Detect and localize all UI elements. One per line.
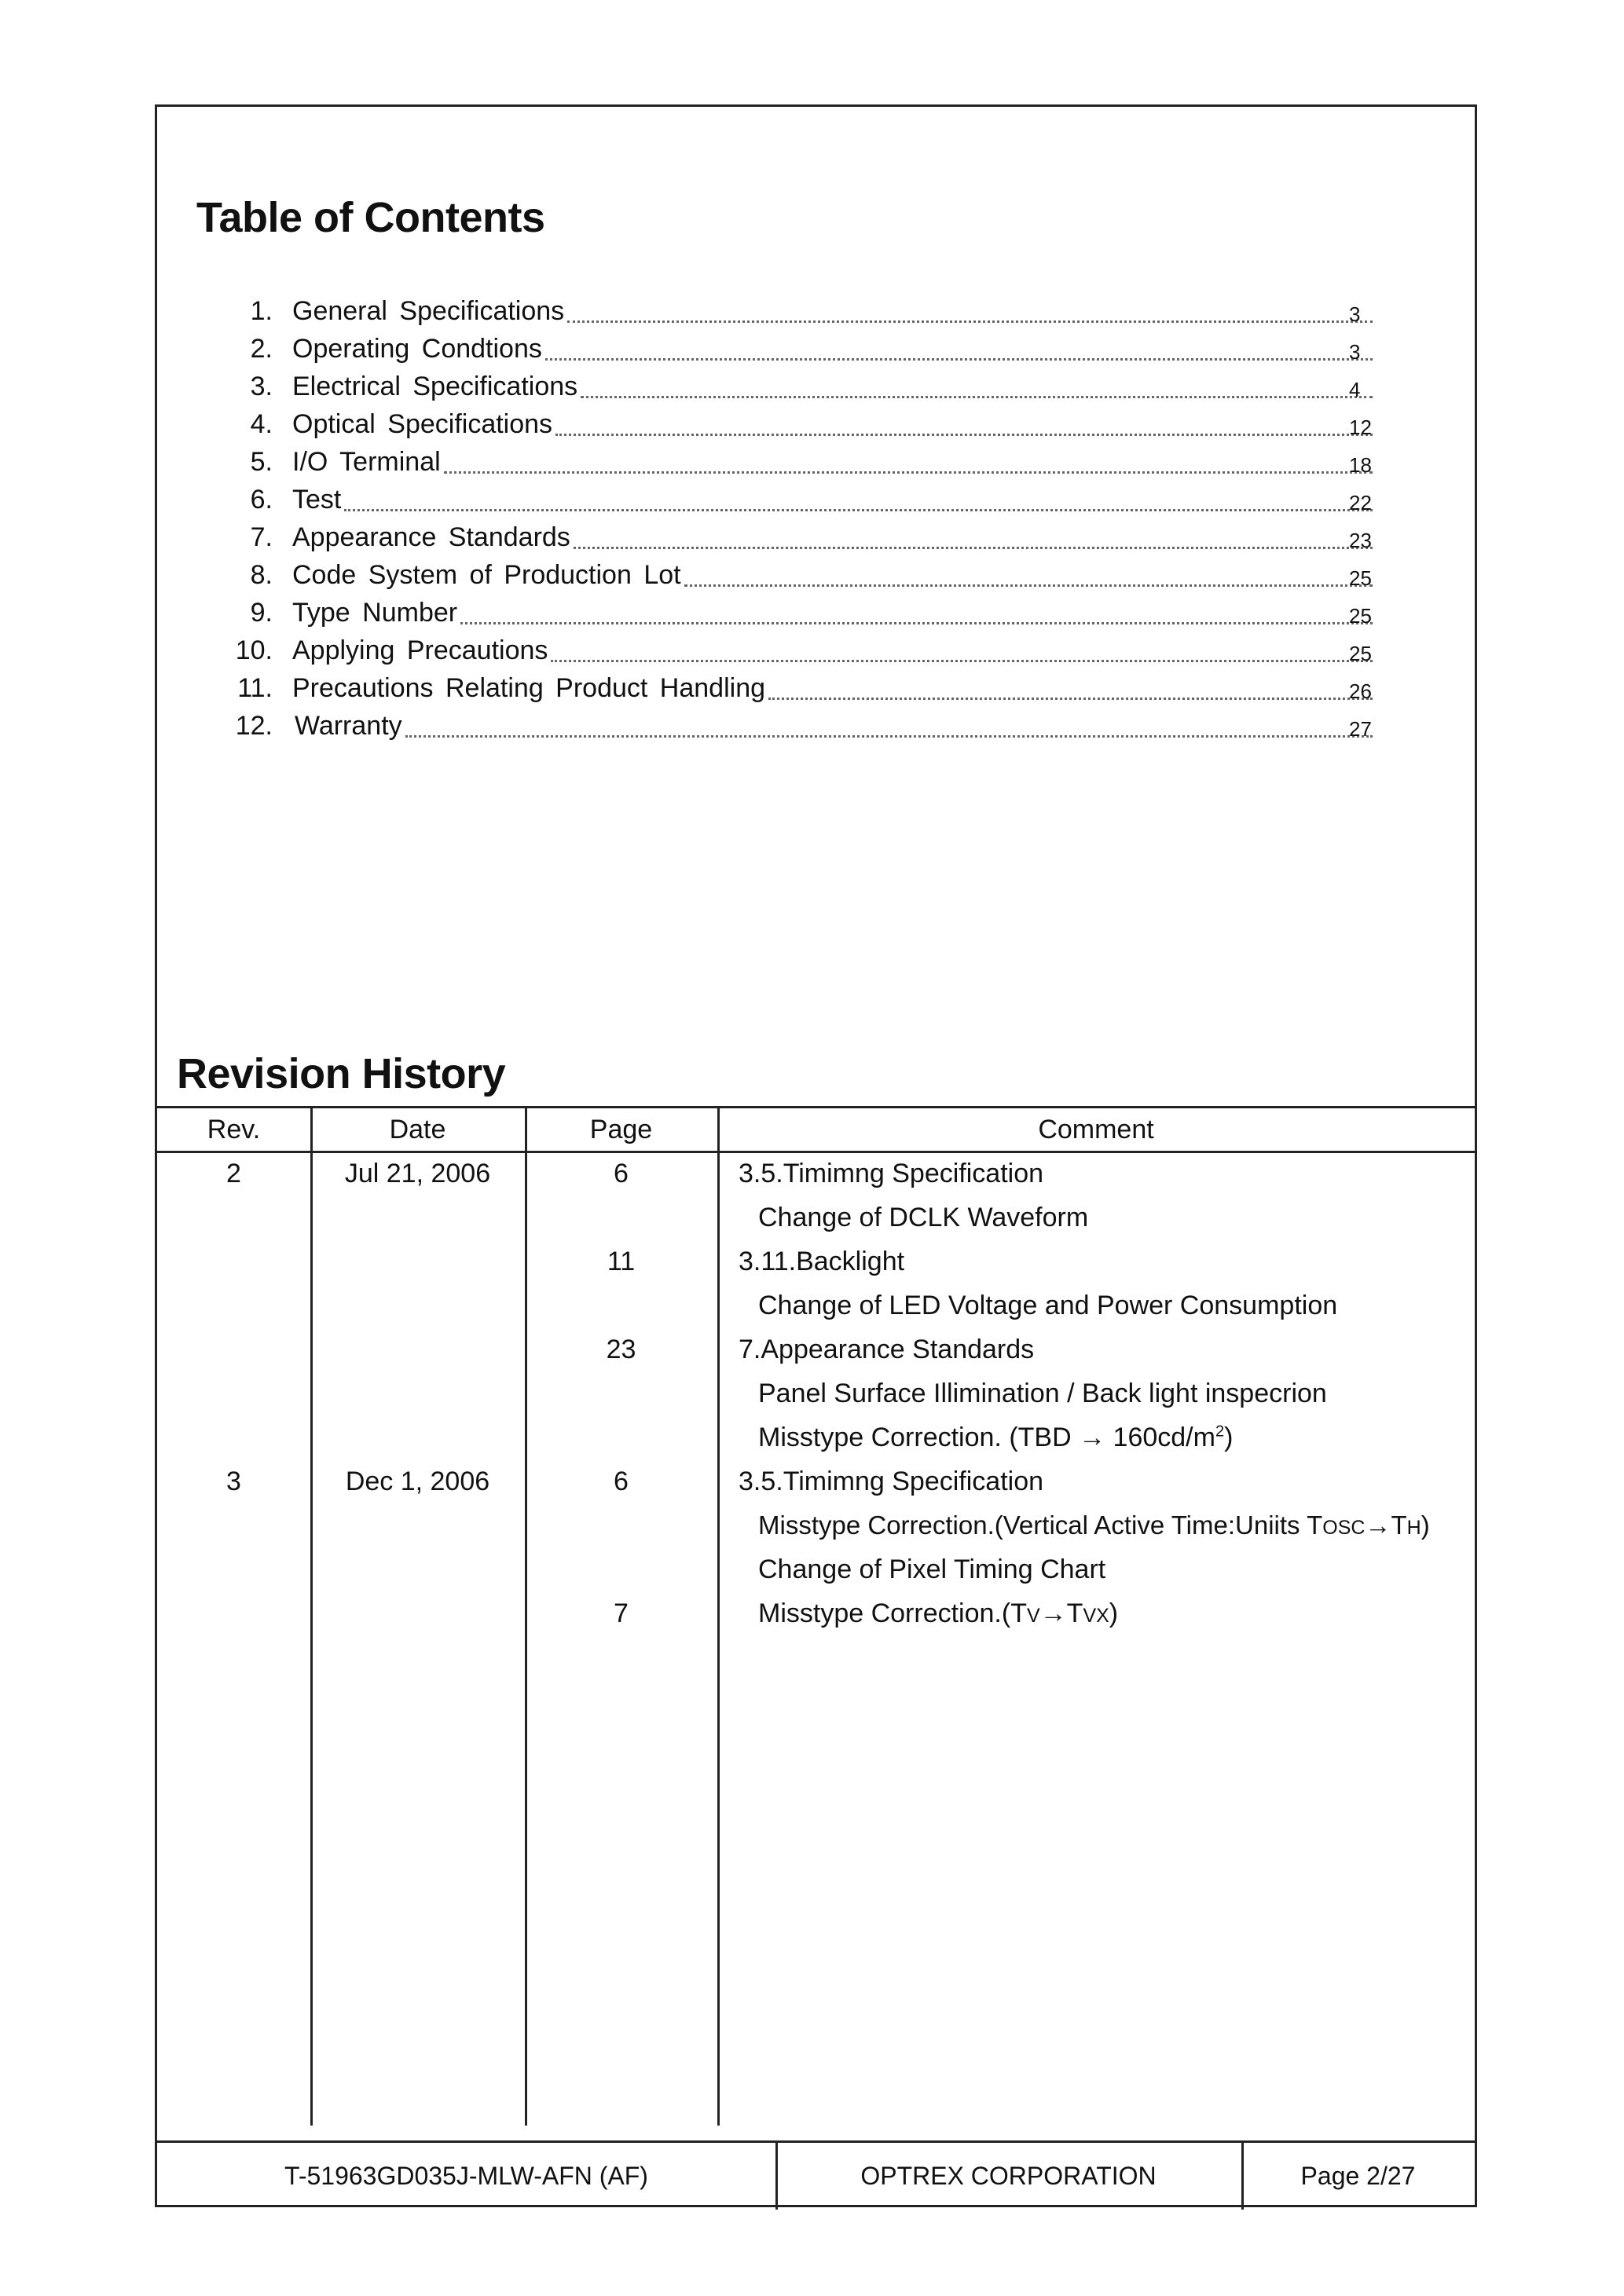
toc-item-title: Optical Specifications: [292, 409, 553, 439]
rev-comment: Panel Surface Illimination / Back light inspecrion: [758, 1379, 1327, 1408]
toc-item-number: 8.: [250, 560, 273, 590]
rev-comment: 3.5.Timimng Specification: [739, 1159, 1044, 1188]
rev-comment: Change of Pixel Timing Chart: [758, 1554, 1106, 1584]
subscript: V: [1026, 1605, 1040, 1627]
rev-comment: Change of LED Voltage and Power Consumption: [758, 1291, 1338, 1320]
toc-leader: [344, 509, 1373, 511]
toc-item[interactable]: [157, 669, 1475, 707]
header-comment: Comment: [1038, 1115, 1154, 1144]
toc-item[interactable]: [157, 518, 1475, 556]
toc-item[interactable]: [157, 707, 1475, 745]
toc-item-page: 26: [1349, 679, 1372, 703]
toc-item-title: General Specifications: [292, 296, 565, 326]
subscript: H: [1406, 1517, 1421, 1539]
toc-leader: [768, 698, 1373, 700]
rev-page: 23: [606, 1335, 636, 1364]
rev-comment-text: Misstype Correction. (TBD → 160cd/m: [758, 1423, 1215, 1452]
toc-item-title: Applying Precautions: [292, 635, 548, 665]
toc-item-page: 3: [1349, 302, 1361, 326]
toc-leader: [444, 471, 1373, 474]
rev-comment: [758, 1598, 1118, 1629]
footer-model-number: T-51963GD035J-MLW-AFN (AF): [284, 2162, 648, 2190]
toc-item[interactable]: [157, 594, 1475, 632]
column-divider: [310, 1108, 313, 2126]
rev-page: 7: [614, 1598, 629, 1628]
toc-leader: [545, 358, 1373, 361]
toc-item-title: I/O Terminal: [292, 447, 441, 477]
column-divider: [717, 1108, 720, 2126]
rev-number: 3: [226, 1467, 241, 1496]
rev-comment-text: ): [1421, 1511, 1430, 1540]
toc-item-number: 12.: [235, 711, 273, 741]
toc-item-page: 25: [1349, 566, 1372, 590]
rev-page: 11: [607, 1247, 636, 1276]
rev-comment-text: Misstype Correction.(Vertical Active Time:Uniits T: [758, 1511, 1323, 1540]
toc-item-title: Appearance Standards: [292, 522, 570, 552]
toc-item-number: 1.: [250, 296, 273, 326]
toc-item-page: 27: [1349, 717, 1372, 741]
toc-item-number: 4.: [250, 409, 273, 439]
rev-comment-text: →T: [1365, 1511, 1407, 1540]
rev-comment: [758, 1423, 1233, 1453]
toc-leader: [574, 547, 1373, 549]
toc-item[interactable]: [157, 368, 1475, 405]
rev-comment-text: →T: [1039, 1598, 1083, 1628]
toc-title: Table of Contents: [196, 194, 545, 241]
toc-item-page: 12: [1349, 416, 1372, 439]
toc-item-page: 25: [1349, 642, 1372, 665]
toc-item-number: 2.: [250, 334, 273, 364]
rev-date: Dec 1, 2006: [345, 1467, 490, 1496]
rev-date: Jul 21, 2006: [344, 1159, 491, 1188]
toc-item[interactable]: [157, 481, 1475, 518]
toc-item-title: Test: [292, 485, 342, 514]
toc-item-page: 18: [1349, 453, 1372, 477]
rev-comment: Change of DCLK Waveform: [758, 1203, 1089, 1232]
rev-comment-text: ): [1224, 1423, 1234, 1452]
toc-item[interactable]: [157, 330, 1475, 368]
toc-item-title: Electrical Specifications: [292, 372, 578, 401]
toc-item-title: Warranty: [295, 711, 402, 741]
toc-item-number: 3.: [250, 372, 273, 401]
toc-item-title: Type Number: [292, 598, 458, 628]
header-rev: Rev.: [207, 1115, 261, 1144]
rev-comment: 3.11.Backlight: [739, 1247, 905, 1276]
superscript: 2: [1215, 1423, 1225, 1441]
rev-comment: 7.Appearance Standards: [739, 1335, 1035, 1364]
toc-item[interactable]: [157, 556, 1475, 594]
toc-item-page: 3: [1349, 340, 1361, 364]
toc-item-number: 9.: [250, 598, 273, 628]
footer-page-number: Page 2/27: [1300, 2162, 1416, 2190]
toc-item-number: 7.: [250, 522, 273, 552]
page-frame: [155, 104, 1477, 2207]
toc-item-page: 4: [1349, 378, 1361, 401]
rev-comment: [758, 1511, 1430, 1540]
toc-item-number: 10.: [235, 635, 273, 665]
page-footer: [157, 2140, 1475, 2210]
rev-page: 6: [614, 1159, 629, 1188]
rev-number: 2: [226, 1159, 241, 1188]
toc-item-page: 25: [1349, 604, 1372, 628]
rev-comment-text: Misstype Correction.(T: [758, 1598, 1027, 1628]
revision-table: [157, 1106, 1475, 2126]
toc-item-number: 6.: [250, 485, 273, 514]
toc-item-title: Precautions Relating Product Handling: [292, 673, 766, 703]
toc-item[interactable]: [157, 443, 1475, 481]
toc-item-number: 5.: [250, 447, 273, 477]
toc-leader: [581, 396, 1373, 398]
toc-item-page: 22: [1349, 491, 1372, 514]
rev-comment-text: ): [1109, 1598, 1119, 1628]
toc-leader: [551, 660, 1373, 662]
footer-company: OPTREX CORPORATION: [860, 2162, 1157, 2190]
rev-page: 6: [614, 1467, 629, 1496]
toc-item[interactable]: [157, 405, 1475, 443]
toc-leader: [555, 434, 1373, 436]
toc-item-number: 11.: [237, 673, 273, 703]
toc-leader: [567, 320, 1373, 323]
header-date: Date: [389, 1115, 446, 1144]
toc-item[interactable]: [157, 292, 1475, 330]
revision-table-header: [157, 1108, 1475, 1153]
toc-item-title: Operating Condtions: [292, 334, 542, 364]
rev-comment: 3.5.Timimng Specification: [739, 1467, 1044, 1496]
toc-leader: [460, 622, 1373, 624]
revision-history-title: Revision History: [177, 1050, 506, 1097]
subscript: OSC: [1322, 1517, 1366, 1539]
toc-leader: [684, 584, 1373, 587]
toc-leader: [405, 735, 1373, 738]
toc-item-page: 23: [1349, 529, 1372, 552]
toc-item[interactable]: [157, 632, 1475, 669]
subscript: VX: [1083, 1605, 1109, 1627]
header-page: Page: [589, 1115, 653, 1144]
toc-item-title: Code System of Production Lot: [292, 560, 681, 590]
